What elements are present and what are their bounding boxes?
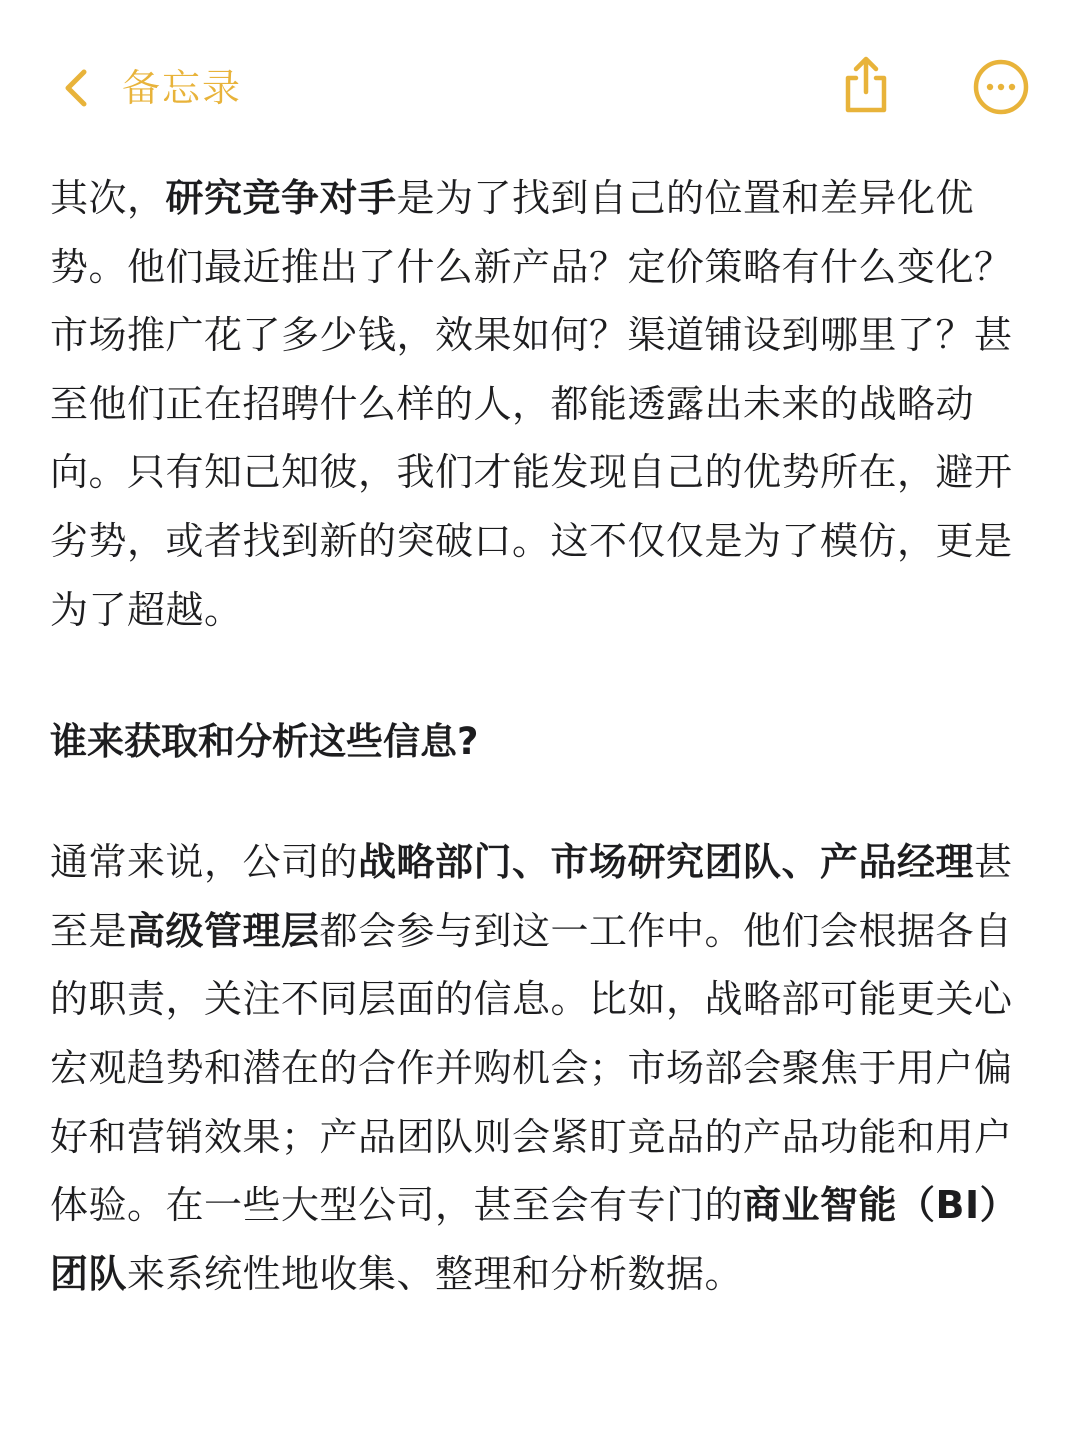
text: 通常来说，公司的 [50, 840, 359, 885]
text: 都会参与到这一工作中。他们会根据各自的职责，关注不同层面的信息。比如，战略部可能更关心宏观趋势和潜在的合作并购机会；市场部会聚焦于用户偏好和营销效果；产品团队则会紧盯竞品的产品功能和用户体验。在一些大型公司，甚至会有专门的 [50, 908, 1013, 1228]
bold-text: 战略部门、市场研究团队、产品经理 [358, 840, 975, 885]
chevron-left-icon [62, 68, 88, 108]
more-icon [972, 101, 1030, 120]
navigation-bar [0, 0, 1080, 150]
back-button[interactable] [62, 58, 242, 118]
share-button[interactable] [836, 54, 896, 116]
note-body[interactable] [50, 164, 1030, 1308]
text: 是为了找到自己的位置和差异化优势。他们最近推出了什么新产品？定价策略有什么变化？市场推广花了多少钱，效果如何？渠道铺设到哪里了？甚至他们正在招聘什么样的人，都能透露出未来的战略动向。只有知己知彼，我们才能发现自己的优势所在，避开劣势，或者找到新的突破口。这不仅仅是为了模仿，更是为了超越。 [50, 176, 1013, 632]
bold-text: 高级管理层 [127, 908, 320, 953]
share-icon [836, 101, 896, 120]
bold-text: 商业智能（BI）团队 [50, 1183, 1019, 1296]
text: 甚至是 [50, 840, 1013, 953]
bold-text: 研究竞争对手 [165, 176, 397, 220]
more-button[interactable] [972, 58, 1030, 116]
paragraph-who-analyzes [50, 828, 1030, 1308]
back-label: 备忘录 [122, 66, 243, 110]
text: 其次， [50, 176, 166, 220]
text: 来系统性地收集、整理和分析数据。 [127, 1251, 744, 1296]
paragraph-competitor-research [50, 164, 1030, 644]
section-heading: 谁来获取和分析这些信息? [50, 720, 479, 764]
